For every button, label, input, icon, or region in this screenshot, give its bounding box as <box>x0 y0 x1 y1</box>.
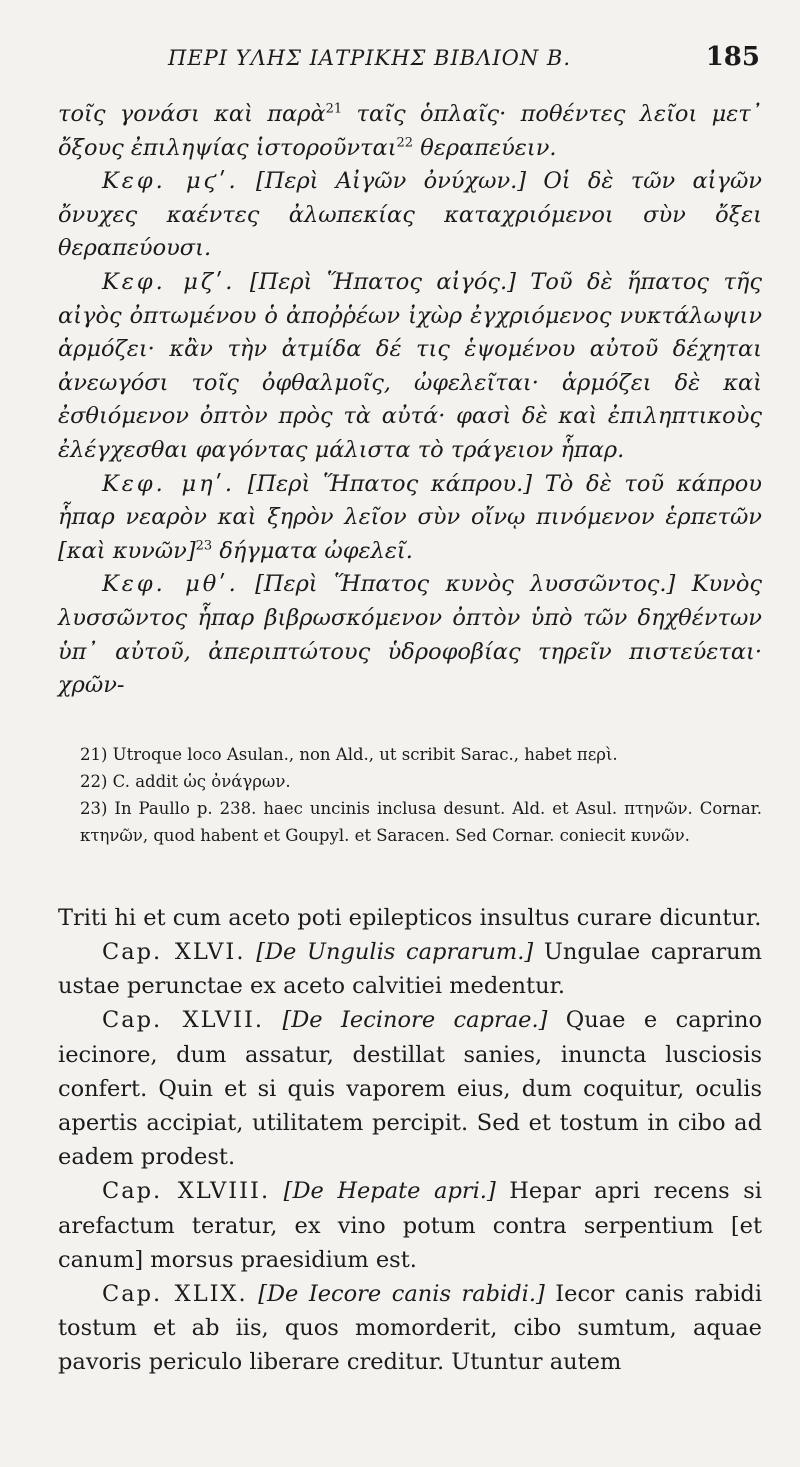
latin-chapter-49 <box>58 1277 762 1380</box>
chapter-heading: [Περὶ Ἥπατος κυνὸς λυσσῶντος.] <box>255 571 676 598</box>
chapter-heading: [Περὶ Αἰγῶν ὀνύχων.] <box>255 168 527 195</box>
chapter-text: Iecor canis rabidi tostum et ab iis, quos momorderit, cibo sumtum, aquae pavoris periculo liberare creditur. Utuntur autem <box>58 1280 763 1376</box>
footnote-ref: 22 <box>396 135 414 151</box>
chapter-heading: [De Iecore canis rabidi.] <box>258 1280 545 1307</box>
greek-chapter-48 <box>58 468 762 569</box>
greek-text-run: ταῖς ὁπλαῖς· ποθέντες λεῖοι μετ᾽ ὄξους ἐπιληψίας ἱστοροῦνται <box>58 101 762 161</box>
chapter-text: Hepar apri recens si arefactum teratur, ex vino potum contra serpentium [et canum] morsus praesidium est. <box>58 1178 763 1273</box>
chapter-label: Κεφ. μζʹ. <box>102 268 236 295</box>
greek-chapter-46 <box>58 165 762 266</box>
page-number: 185 <box>705 42 760 72</box>
chapter-heading: [De Iecinore caprae.] <box>282 1007 548 1034</box>
chapter-label: Cap. XLVIII. <box>102 1178 271 1205</box>
footnote-ref: 23 <box>195 538 213 554</box>
chapter-heading: [Περὶ Ἥπατος κάπρου.] <box>247 470 533 497</box>
greek-chapter-49 <box>58 568 762 702</box>
latin-chapter-48 <box>58 1174 762 1277</box>
chapter-heading: [De Ungulis caprarum.] <box>256 938 534 965</box>
chapter-heading: [De Hepate apri.] <box>283 1178 496 1205</box>
footnote-ref: 21 <box>325 101 343 117</box>
chapter-heading: [Περὶ Ἥπατος αἰγός.] <box>249 268 516 295</box>
latin-chapter-47 <box>58 1003 762 1174</box>
latin-translation <box>58 901 762 1380</box>
chapter-text: Quae e caprino iecinore, dum assatur, destillat sanies, inuncta lusciosis confert. Quin et si quis vaporem eius, dum coquitur, oculis apertis accipiat, utilitatem percipit. Sed et tostum in cibo ad eadem prodest. <box>58 1007 762 1171</box>
greek-paragraph <box>58 98 762 165</box>
running-title: ΠΕΡΙ ΥΛΗΣ ΙΑΤΡΙΚΗΣ ΒΙΒΛΙΟΝ Β. <box>168 46 572 70</box>
footnote: 23) In Paullo p. 238. haec uncinis inclusa desunt. Ald. et Asul. πτηνῶν. Cornar. κτηνῶν, quod habent et Goupyl. et Saracen. Sed Cornar. coniecit κυνῶν. <box>80 798 762 845</box>
chapter-text: δήγματα ὠφελεῖ. <box>212 537 413 564</box>
chapter-text: Τοῦ δὲ ἥπατος τῆς αἰγὸς ὀπτωμένου ὁ ἀποῤῥέων ἰχὼρ ἐγχριόμενος νυκτάλωψιν ἁρμόζει· κἂν τὴν ἀτμίδα δέ τις ἑψομένου αὐτοῦ δέχηται ἀνεωγόσι τοῖς ὀφθαλμοῖς, ὠφελεῖται· ἁρμόζει δὲ καὶ ἐσθιόμενον ὀπτὸν πρὸς τὰ αὐτά· φασὶ δὲ καὶ ἐπιληπτικοὺς ἐλέγχεσθαι φαγόντας μάλιστα τὸ τράγειον ἧπαρ. <box>58 268 762 463</box>
chapter-text: Ungulae caprarum ustae perunctae ex aceto calvitiei medentur. <box>58 938 763 1000</box>
greek-text <box>58 98 762 703</box>
chapter-label: Cap. XLVII. <box>102 1007 265 1034</box>
footnote: 21) Utroque loco Asulan., non Ald., ut scribit Sarac., habet περὶ. <box>80 744 618 764</box>
chapter-text: Τὸ δὲ τοῦ κάπρου ἧπαρ νεαρὸν καὶ ξηρὸν λεῖον σὺν οἴνῳ πινόμενον ἑρπετῶν [καὶ κυνῶν] <box>58 470 762 564</box>
latin-chapter-46 <box>58 935 762 1003</box>
footnote: 22) C. addit ὡς ὀνάγρων. <box>80 771 291 791</box>
chapter-label: Κεφ. μθʹ. <box>102 571 239 598</box>
chapter-text: Κυνὸς λυσσῶντος ἧπαρ βιβρωσκόμενον ὀπτὸν ὑπὸ τῶν δηχθέντων ὑπ᾽ αὐτοῦ, ἀπεριπτώτους ὑδροφοβίας τηρεῖν πιστεύεται· χρῶν- <box>58 571 762 699</box>
latin-paragraph: Triti hi et cum aceto poti epilepticos insultus curare dicuntur. <box>58 904 762 931</box>
page-header <box>58 40 762 78</box>
chapter-label: Κεφ. μϛʹ. <box>102 168 239 195</box>
chapter-label: Cap. XLIX. <box>102 1280 248 1307</box>
greek-chapter-47 <box>58 266 762 468</box>
footnotes <box>58 741 762 849</box>
greek-text-run: τοῖς γονάσι καὶ παρὰ <box>58 101 326 127</box>
chapter-label: Cap. XLVI. <box>102 938 246 965</box>
greek-text-run: θεραπεύειν. <box>413 134 557 161</box>
chapter-label: Κεφ. μηʹ. <box>102 470 236 497</box>
chapter-text: Οἱ δὲ τῶν αἰγῶν ὄνυχες καέντες ἀλωπεκίας καταχριόμενοι σὺν ὄξει θεραπεύουσι. <box>58 168 762 262</box>
